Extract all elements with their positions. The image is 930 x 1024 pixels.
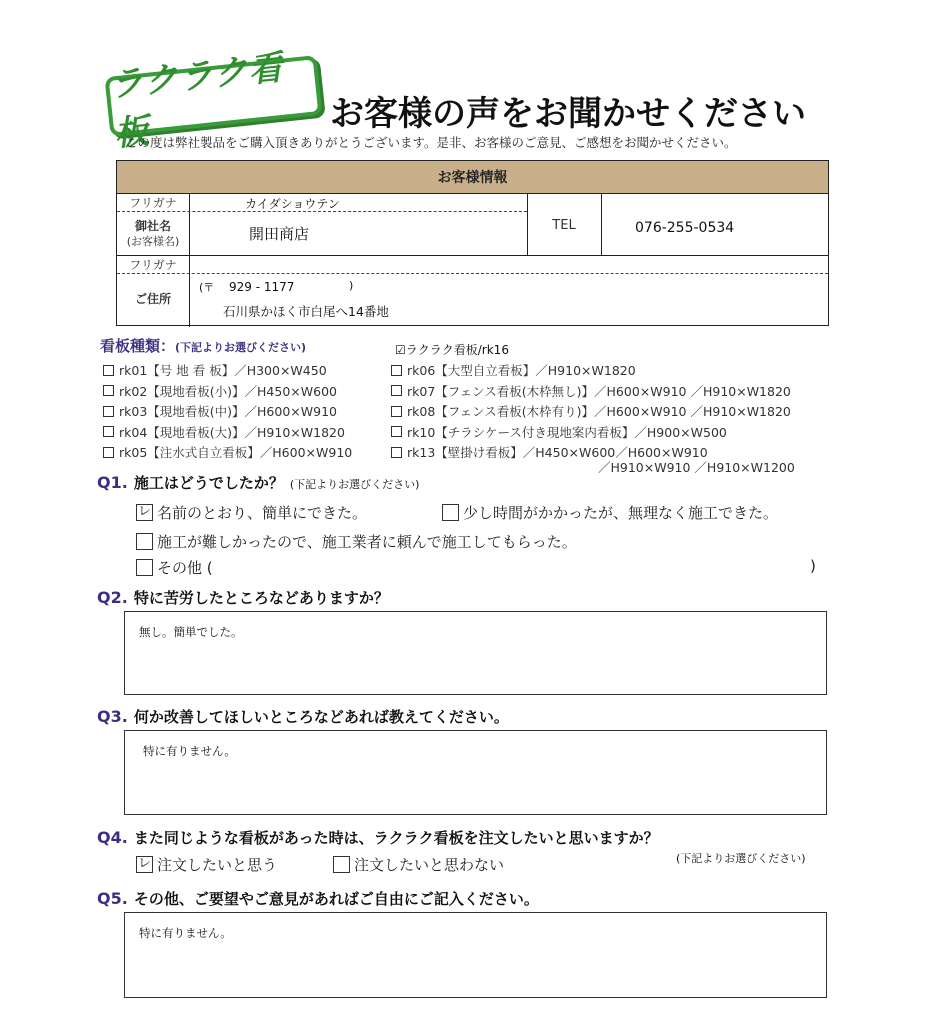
q2-answer-box[interactable] <box>124 611 827 695</box>
product-option-label: rk04【現地看板(大)】／H910×W1820 <box>119 424 345 440</box>
checkbox[interactable] <box>391 406 402 417</box>
q5-answer: 特に有りません。 <box>139 926 232 940</box>
postal-close: ) <box>349 279 354 292</box>
q1-option-3[interactable] <box>136 531 577 552</box>
product-option-label: rk05【注水式自立看板】／H600×W910 <box>119 445 353 461</box>
brand-logo <box>104 47 322 155</box>
q4-option-1[interactable] <box>136 854 277 875</box>
q3-text: 何か改善してほしいところなどあれば教えてください。 <box>133 708 509 726</box>
q1-heading <box>97 472 419 493</box>
q4-option-label: 注文したいと思う <box>157 856 278 874</box>
product-option-label: rk07【フェンス看板(木枠無し)】／H600×W910 ／H910×W1820 <box>407 383 791 399</box>
q1-option-label: その他 ( <box>157 559 213 577</box>
checkbox[interactable] <box>391 447 402 458</box>
postal-code-value: 929 - 1177 <box>229 280 295 294</box>
selected-product: ☑ラクラク看板/rk16 <box>395 343 509 357</box>
product-option[interactable] <box>391 401 791 422</box>
checkbox[interactable] <box>136 559 153 576</box>
name-furigana-value: カイダショウテン <box>245 197 340 211</box>
q3-number: Q3. <box>97 707 128 726</box>
product-option-label: rk10【チラシケース付き現地案内看板】／H900×W500 <box>407 424 727 440</box>
q4-text: また同じような看板があった時は、ラクラク看板を注文したいと思いますか？ <box>133 829 659 847</box>
address-label: ご住所 <box>134 292 171 306</box>
q1-option-2[interactable] <box>442 502 778 523</box>
postal-mark: (〒 <box>199 281 215 294</box>
brand-logo-text: ラクラク看板 <box>107 47 286 155</box>
checkbox[interactable] <box>391 365 402 376</box>
q1-other-close: ) <box>810 557 816 575</box>
q2-answer: 無し。簡単でした。 <box>139 625 243 639</box>
tel-value: 076-255-0534 <box>635 220 735 236</box>
checkbox[interactable] <box>103 365 114 376</box>
product-option[interactable] <box>103 360 352 381</box>
q1-hint: (下記よりお選びください) <box>289 478 420 491</box>
checkbox[interactable] <box>103 447 114 458</box>
q5-heading <box>97 888 539 909</box>
dashed-divider <box>117 273 828 274</box>
product-heading-row <box>100 335 306 356</box>
product-option-label: rk01【号 地 看 板】／H300×W450 <box>119 363 327 379</box>
checkbox[interactable] <box>333 856 350 873</box>
q1-option-4[interactable] <box>136 557 213 578</box>
q4-option-2[interactable] <box>333 854 504 875</box>
q3-heading <box>97 706 509 727</box>
checkbox[interactable] <box>103 385 114 396</box>
product-option-continuation: ／H910×W910 ／H910×W1200 <box>598 460 795 475</box>
product-list-left <box>103 360 352 463</box>
q1-option-label: 名前のとおり、簡単にできた。 <box>157 504 368 522</box>
q4-heading <box>97 827 659 848</box>
customer-info-table <box>116 160 829 326</box>
product-option[interactable] <box>103 422 352 443</box>
checkbox[interactable] <box>103 426 114 437</box>
q5-number: Q5. <box>97 889 128 908</box>
q1-number: Q1. <box>97 473 128 492</box>
company-name-sublabel: (お客様名) <box>126 235 180 248</box>
product-hint: (下記よりお選びください) <box>175 341 307 354</box>
q4-number: Q4. <box>97 828 128 847</box>
checkbox[interactable] <box>103 406 114 417</box>
checkbox-checked[interactable]: レ <box>137 504 151 519</box>
q1-option-label: 少し時間がかかったが、無理なく施工できた。 <box>463 504 779 522</box>
address-value: 石川県かほく市白尾へ14番地 <box>223 304 389 319</box>
product-option[interactable] <box>103 442 352 463</box>
product-option[interactable] <box>103 381 352 402</box>
product-option[interactable] <box>103 401 352 422</box>
checkbox[interactable] <box>442 504 459 521</box>
q2-text: 特に苦労したところなどありますか？ <box>133 589 389 607</box>
q1-option-label: 施工が難しかったので、施工業者に頼んで施工してもらった。 <box>157 533 577 551</box>
furigana-label: フリガナ <box>129 196 177 210</box>
product-option-label: rk06【大型自立看板】／H910×W1820 <box>407 363 636 379</box>
product-option-label: rk08【フェンス看板(木枠有り)】／H600×W910 ／H910×W1820 <box>407 404 791 420</box>
product-option[interactable] <box>391 381 791 402</box>
product-list-right <box>391 360 791 463</box>
q2-heading <box>97 587 389 608</box>
q5-text: その他、ご要望やご意見があればご自由にご記入ください。 <box>133 890 539 908</box>
divider <box>117 255 828 256</box>
product-option-label: rk02【現地看板(小)】／H450×W600 <box>119 383 337 399</box>
customer-info-heading: お客様情報 <box>117 161 828 194</box>
address-furigana-label: フリガナ <box>129 258 177 272</box>
q1-option-1[interactable] <box>136 502 367 523</box>
q3-answer-box[interactable] <box>124 730 827 815</box>
checkbox-checked[interactable]: レ <box>137 856 151 871</box>
product-heading: 看板種類： <box>100 337 176 355</box>
q1-text: 施工はどうでしたか？ <box>133 474 284 492</box>
company-name-label: 御社名 <box>134 219 171 233</box>
q5-answer-box[interactable] <box>124 912 827 998</box>
checkbox[interactable] <box>136 533 153 550</box>
product-option-label: rk13【壁掛け看板】／H450×W600／H600×W910 <box>407 445 708 461</box>
page-title: お客様の声をお聞かせください <box>330 94 806 134</box>
q3-answer: 特に有りません。 <box>143 744 236 758</box>
checkbox[interactable] <box>391 426 402 437</box>
q4-hint: (下記よりお選びください) <box>676 852 806 865</box>
page-subtitle: この度は弊社製品をご購入頂きありがとうございます。是非、お客様のご意見、ご感想をお聞かせください。 <box>125 135 737 150</box>
checkbox[interactable] <box>391 385 402 396</box>
divider <box>189 193 190 327</box>
company-name-value: 開田商店 <box>249 225 310 243</box>
product-option-label: rk03【現地看板(中)】／H600×W910 <box>119 404 337 420</box>
q2-number: Q2. <box>97 588 128 607</box>
divider <box>601 193 602 255</box>
product-option[interactable] <box>391 360 791 381</box>
product-option[interactable] <box>391 422 791 443</box>
q4-option-label: 注文したいと思わない <box>354 856 505 874</box>
tel-label: TEL <box>552 218 576 233</box>
